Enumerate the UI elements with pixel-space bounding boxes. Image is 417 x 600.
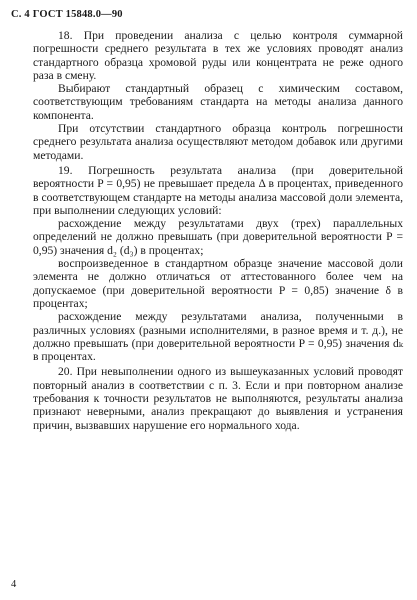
paragraph-no-sample: При отсутствии стандартного образца контроль погрешности среднего результата анализа осуществляют методом добавок или другими методами. (33, 122, 403, 162)
paragraph-condition-standard-sample: воспроизведенное в стандартном образце значение массовой доли элемента не должно отличаться от аттестованного более чем на допускаемое (при доверительной вероятности P = 0,85) значение δ в процентах; (33, 257, 403, 310)
paragraph-20: 20. При невыполнении одного из вышеуказанных условий проводят повторный анализ в соответствии с п. 3. Если и при повторном анализе требования к точности результатов не выполняются, результаты анализа признают неверными, анализ прекращают до выявления и устранения причин, вызвавших нарушение его нормального хода. (33, 365, 403, 432)
page-number: 4 (11, 579, 17, 590)
paragraph-19: 19. Погрешность результата анализа (при доверительной вероятности P = 0,95) не превышает предела Δ в процентах, приведенного в соответствующем стандарте на методы анализа массовой доли элемента, при выполнении следующих условий: (33, 163, 403, 217)
paragraph-condition-different-conditions: расхождение между результатами анализа, полученными в различных условиях (разными исполнителями, в разное время и т. д.), не должно превышать (при доверительной вероятности P = 0,95) значения dₖ в процентах. (33, 310, 403, 364)
page-header: С. 4 ГОСТ 15848.0—90 (11, 9, 123, 20)
paragraph-18: 18. При проведении анализа с целью контроля суммарной погрешности среднего результата в тех же условиях проводят анализ стандартного образца хромовой руды или концентрата не реже одного раза в смену. (33, 29, 403, 82)
document-body (33, 29, 403, 432)
paragraph-select-sample: Выбирают стандартный образец с химическим составом, соответствующим требованиям стандарта на методы анализа данного компонента. (33, 82, 403, 122)
paragraph-condition-parallel: расхождение между результатами двух (трех) параллельных определений не должно превышать (при доверительной вероятности P = 0,95) значения d₂ (d₃) в процентах; (33, 217, 403, 257)
